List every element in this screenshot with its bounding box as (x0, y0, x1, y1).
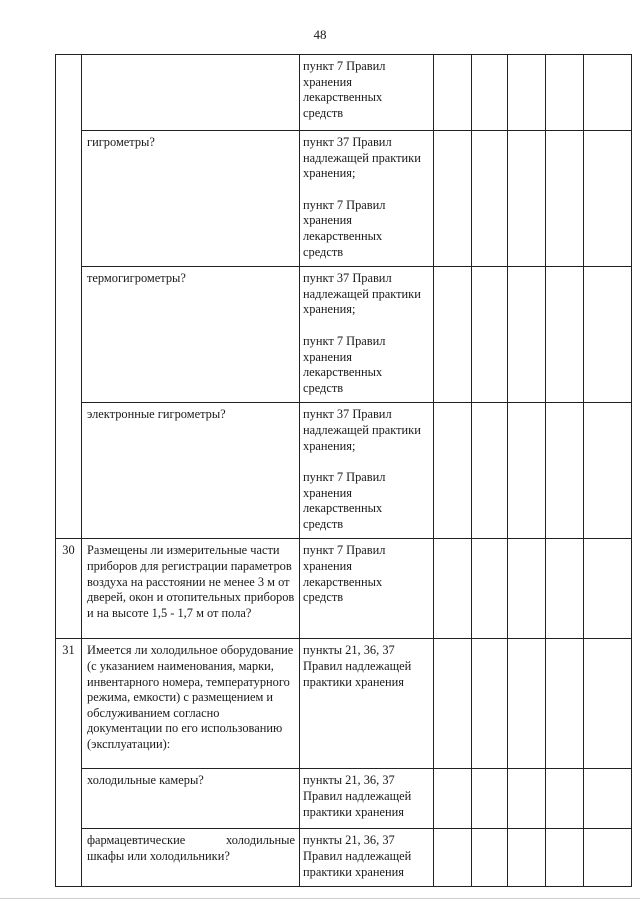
reference-cell: пункты 21, 36, 37 Правил надлежащей практики хранения (300, 769, 434, 829)
question-cell: термогигрометры? (82, 267, 300, 403)
check-cell (546, 55, 584, 131)
reference-cell: пункт 37 Правил надлежащей практики хранения; пункт 7 Правил хранения лекарственных средств (300, 267, 434, 403)
check-cell (434, 829, 472, 887)
table-row (56, 131, 632, 267)
check-cell (546, 829, 584, 887)
check-cell (472, 267, 508, 403)
question-line: шкафы или холодильники? (87, 849, 230, 864)
check-cell (434, 639, 472, 769)
question-cell: гигрометры? (82, 131, 300, 267)
row-number-cell: 30 (56, 539, 82, 639)
check-cell (508, 267, 546, 403)
check-cell (584, 639, 632, 769)
table-row (56, 639, 632, 769)
table-row (56, 829, 632, 887)
check-cell (584, 55, 632, 131)
reference-cell: пункт 7 Правил хранения лекарственных средств (300, 539, 434, 639)
bottom-edge-rule (0, 898, 640, 899)
check-cell (546, 769, 584, 829)
check-cell (584, 769, 632, 829)
check-cell (434, 267, 472, 403)
check-cell (508, 639, 546, 769)
check-cell (508, 829, 546, 887)
question-cell (82, 55, 300, 131)
check-cell (546, 267, 584, 403)
question-line: фармацевтические холодильные (87, 833, 295, 848)
check-cell (472, 829, 508, 887)
check-cell (508, 403, 546, 539)
checklist-table (55, 54, 632, 887)
check-cell (472, 131, 508, 267)
check-cell (472, 55, 508, 131)
table-row (56, 267, 632, 403)
question-cell: электронные гигрометры? (82, 403, 300, 539)
check-cell (508, 55, 546, 131)
reference-cell: пункт 37 Правил надлежащей практики хранения; пункт 7 Правил хранения лекарственных средств (300, 131, 434, 267)
check-cell (584, 829, 632, 887)
check-cell (584, 131, 632, 267)
question-cell: Имеется ли холодильное оборудование (с указанием наименования, марки, инвентарного номера, температурного режима, емкости) с размещением и обслуживанием согласно документации по его использованию (эксплуатации): (82, 639, 300, 769)
check-cell (472, 403, 508, 539)
check-cell (508, 769, 546, 829)
check-cell (434, 403, 472, 539)
check-cell (434, 55, 472, 131)
reference-cell: пункты 21, 36, 37 Правил надлежащей практики хранения (300, 639, 434, 769)
check-cell (508, 539, 546, 639)
row-number-cell (56, 55, 82, 539)
check-cell (584, 539, 632, 639)
question-cell: Размещены ли измерительные части приборов для регистрации параметров воздуха на расстоянии не менее 3 м от дверей, окон и отопительных приборов и на высоте 1,5 - 1,7 м от пола? (82, 539, 300, 639)
table-row (56, 55, 632, 131)
question-cell: холодильные камеры? (82, 769, 300, 829)
table-row (56, 539, 632, 639)
check-cell (546, 403, 584, 539)
question-cell (82, 829, 300, 887)
table-row (56, 403, 632, 539)
check-cell (546, 539, 584, 639)
check-cell (546, 131, 584, 267)
check-cell (434, 769, 472, 829)
reference-cell: пункт 37 Правил надлежащей практики хранения; пункт 7 Правил хранения лекарственных средств (300, 403, 434, 539)
table-row (56, 769, 632, 829)
reference-cell: пункты 21, 36, 37 Правил надлежащей практики хранения (300, 829, 434, 887)
check-cell (472, 769, 508, 829)
check-cell (584, 267, 632, 403)
check-cell (472, 539, 508, 639)
check-cell (434, 539, 472, 639)
check-cell (434, 131, 472, 267)
check-cell (508, 131, 546, 267)
page-number: 48 (313, 27, 327, 42)
reference-cell: пункт 7 Правил хранения лекарственных средств (300, 55, 434, 131)
check-cell (546, 639, 584, 769)
check-cell (472, 639, 508, 769)
check-cell (584, 403, 632, 539)
row-number-cell: 31 (56, 639, 82, 887)
